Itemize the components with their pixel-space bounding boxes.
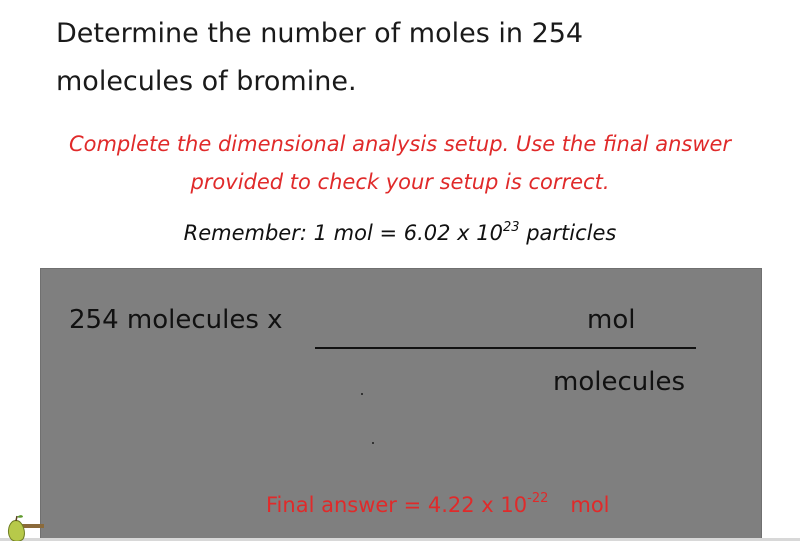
question-text [56, 10, 656, 106]
final-answer-unit: mol [570, 493, 610, 517]
reminder-prefix: Remember: 1 mol = 6.02 x 10 [183, 221, 503, 245]
given-quantity: 254 molecules x [69, 305, 283, 335]
final-answer [266, 493, 610, 517]
dimensional-analysis-panel [40, 268, 762, 541]
instruction-line-1: Complete the dimensional analysis setup. Use the final answer [68, 132, 732, 156]
final-answer-prefix: Final answer = 4.22 x 10 [266, 493, 528, 517]
conversion-numerator-unit[interactable]: mol [587, 305, 636, 335]
instruction-line-2: provided to check your setup is correct. [190, 170, 610, 194]
fraction-bar [315, 347, 696, 349]
blank-marker [361, 393, 363, 395]
question-line-1: Determine the number of moles in 254 [56, 18, 584, 49]
blank-marker [372, 442, 374, 444]
reminder-text [40, 218, 760, 248]
reminder-exponent: 23 [502, 220, 520, 235]
pear-icon [4, 512, 44, 541]
question-line-2: molecules of bromine. [56, 66, 357, 97]
reminder-suffix: particles [519, 221, 617, 245]
instruction-text [40, 125, 760, 201]
final-answer-exponent: -22 [527, 491, 549, 506]
conversion-denominator-unit[interactable]: molecules [553, 367, 685, 397]
